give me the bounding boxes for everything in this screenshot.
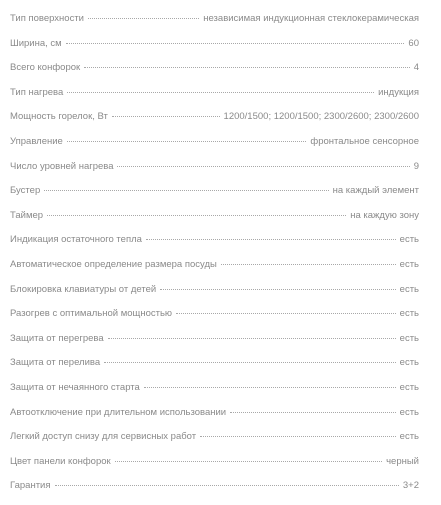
spec-value: есть bbox=[399, 258, 419, 270]
dotted-leader bbox=[117, 166, 409, 167]
spec-row-surface-type bbox=[10, 13, 419, 38]
dotted-leader bbox=[200, 436, 396, 437]
spec-row-pan-detection bbox=[10, 259, 419, 284]
spec-value: 3+2 bbox=[402, 480, 419, 492]
spec-name: Всего конфорок bbox=[10, 62, 81, 74]
dotted-leader bbox=[104, 362, 396, 363]
spec-row-service-access bbox=[10, 431, 419, 456]
dotted-leader bbox=[108, 338, 396, 339]
dotted-leader bbox=[66, 43, 405, 44]
dotted-leader bbox=[84, 67, 410, 68]
spec-value: есть bbox=[399, 357, 419, 369]
dotted-leader bbox=[160, 289, 395, 290]
spec-name: Блокировка клавиатуры от детей bbox=[10, 283, 157, 295]
spec-value: черный bbox=[386, 455, 419, 467]
spec-row-warranty bbox=[10, 480, 419, 505]
spec-value: есть bbox=[399, 308, 419, 320]
spec-value: есть bbox=[399, 381, 419, 393]
spec-name: Таймер bbox=[10, 209, 44, 221]
spec-name: Легкий доступ снизу для сервисных работ bbox=[10, 431, 197, 443]
spec-value: независимая индукционная стеклокерамическая bbox=[203, 13, 419, 24]
spec-name: Автоматическое определение размера посуды bbox=[10, 258, 217, 270]
spec-row-auto-shutoff bbox=[10, 407, 419, 432]
spec-name: Гарантия bbox=[10, 480, 51, 492]
dotted-leader bbox=[115, 461, 382, 462]
spec-name: Тип нагрева bbox=[10, 86, 64, 98]
dotted-leader bbox=[88, 18, 199, 19]
spec-row-burner-count bbox=[10, 62, 419, 87]
spec-name: Тип поверхности bbox=[10, 13, 84, 24]
spec-name: Мощность горелок, Вт bbox=[10, 111, 108, 123]
spec-row-controls bbox=[10, 136, 419, 161]
spec-name: Число уровней нагрева bbox=[10, 160, 114, 172]
spec-row-overheat-protection bbox=[10, 333, 419, 358]
spec-row-heat-levels bbox=[10, 161, 419, 186]
dotted-leader bbox=[55, 485, 399, 486]
spec-name: Защита от нечаянного старта bbox=[10, 381, 140, 393]
spec-row-booster bbox=[10, 185, 419, 210]
spec-row-panel-color bbox=[10, 456, 419, 481]
spec-name: Управление bbox=[10, 135, 63, 147]
dotted-leader bbox=[176, 313, 396, 314]
spec-row-spill-protection bbox=[10, 357, 419, 382]
spec-row-accidental-start-protection bbox=[10, 382, 419, 407]
spec-row-heating-type bbox=[10, 87, 419, 112]
spec-row-residual-heat bbox=[10, 234, 419, 259]
spec-name: Цвет панели конфорок bbox=[10, 455, 111, 467]
dotted-leader bbox=[144, 387, 396, 388]
spec-name: Автоотключение при длительном использовании bbox=[10, 406, 227, 418]
spec-row-optimal-heating bbox=[10, 308, 419, 333]
dotted-leader bbox=[67, 92, 374, 93]
dotted-leader bbox=[67, 141, 307, 142]
spec-value: есть bbox=[399, 283, 419, 295]
spec-value: есть bbox=[399, 431, 419, 443]
spec-value: на каждую зону bbox=[350, 209, 419, 221]
spec-name: Защита от перелива bbox=[10, 357, 101, 369]
spec-name: Индикация остаточного тепла bbox=[10, 234, 142, 246]
spec-name: Разогрев с оптимальной мощностью bbox=[10, 308, 173, 320]
dotted-leader bbox=[44, 190, 328, 191]
spec-row-burner-power bbox=[10, 111, 419, 136]
spec-row-timer bbox=[10, 210, 419, 235]
spec-row-child-lock bbox=[10, 284, 419, 309]
dotted-leader bbox=[112, 116, 220, 117]
dotted-leader bbox=[47, 215, 346, 216]
dotted-leader bbox=[221, 264, 396, 265]
dotted-leader bbox=[146, 239, 396, 240]
dotted-leader bbox=[230, 412, 396, 413]
spec-name: Защита от перегрева bbox=[10, 332, 104, 344]
spec-value: есть bbox=[399, 332, 419, 344]
spec-value: 9 bbox=[413, 160, 419, 172]
spec-value: 60 bbox=[408, 37, 419, 49]
spec-value: 4 bbox=[413, 62, 419, 74]
spec-value: есть bbox=[399, 406, 419, 418]
spec-row-width bbox=[10, 38, 419, 63]
spec-value: есть bbox=[399, 234, 419, 246]
spec-value: 1200/1500; 1200/1500; 2300/2600; 2300/2600 bbox=[223, 111, 419, 123]
spec-name: Бустер bbox=[10, 185, 41, 197]
spec-name: Ширина, см bbox=[10, 37, 62, 49]
spec-value: индукция bbox=[378, 86, 419, 98]
spec-value: на каждый элемент bbox=[332, 185, 419, 197]
spec-value: фронтальное сенсорное bbox=[310, 135, 419, 147]
